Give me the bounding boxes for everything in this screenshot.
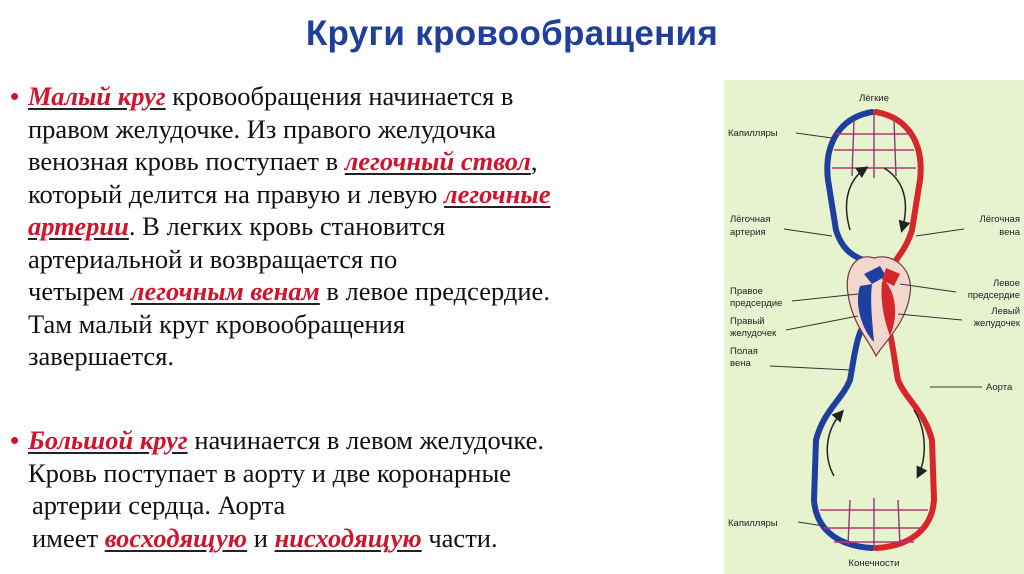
label-left-atrium-2: предсердие xyxy=(967,290,1020,301)
p2-line-4: имеет восходящую и нисходящую части. xyxy=(32,522,498,553)
p2-line-3: артерии сердца. Аорта xyxy=(32,490,286,520)
circulation-diagram xyxy=(724,80,1024,574)
label-left-ventricle-2: желудочек xyxy=(973,318,1020,329)
p1-line-4: который делится на правую и левую легочные xyxy=(28,178,551,209)
term-ascending: восходящую xyxy=(104,522,248,553)
label-pulm-artery-1: Лёгочная xyxy=(730,214,771,225)
label-right-ventricle-1: Правый xyxy=(730,316,765,327)
p2-line-2: Кровь поступает в аорту и две коронарные xyxy=(28,457,512,488)
label-vena-cava-1: Полая xyxy=(730,346,758,357)
p2-line-1: Большой круг начинается в левом желудочке. xyxy=(28,425,545,455)
vena-cava-vessel xyxy=(814,316,872,548)
term-small-circle: Малый круг xyxy=(28,81,166,111)
circulation-svg xyxy=(724,80,1024,574)
p1-line-7: четырем легочным венам в левое предсердие. xyxy=(28,276,550,306)
bullet-1: • xyxy=(10,81,20,111)
p1-line-1: Малый круг кровообращения начинается в xyxy=(28,81,514,111)
p1-line-6: артериальной и возвращается по xyxy=(28,243,398,274)
p1-line-5: артерии. В легких кровь становится xyxy=(28,211,446,241)
label-capillaries-top: Капилляры xyxy=(728,128,778,139)
term-big-circle: Большой круг xyxy=(28,425,188,455)
pulmonary-circulation-paragraph xyxy=(10,80,718,373)
term-pulmonary-trunk: легочный ствол xyxy=(344,146,531,176)
label-pulm-vein-1: Лёгочная xyxy=(979,214,1020,225)
label-vena-cava-2: вена xyxy=(730,358,751,369)
label-right-atrium-1: Правое xyxy=(730,286,763,297)
term-pulmonary-arteries-b: артерии xyxy=(28,211,129,241)
bullet-2: • xyxy=(10,425,20,455)
term-pulmonary-arteries-a: легочные xyxy=(444,178,551,209)
label-pulm-vein-2: вена xyxy=(999,227,1020,238)
systemic-circulation-paragraph xyxy=(10,424,718,554)
pulmonary-vein-vessel xyxy=(876,112,921,270)
label-capillaries-bottom: Капилляры xyxy=(728,518,778,529)
label-pulm-artery-2: артерия xyxy=(730,227,766,238)
p1-line-2: правом желудочке. Из правого желудочка xyxy=(28,113,497,144)
label-lungs: Лёгкие xyxy=(859,93,889,104)
term-descending: нисходящую xyxy=(274,522,422,553)
label-right-ventricle-2: желудочек xyxy=(730,328,777,339)
label-aorta: Аорта xyxy=(986,382,1013,393)
label-left-ventricle-1: Левый xyxy=(991,306,1020,317)
label-right-atrium-2: предсердие xyxy=(730,298,783,309)
term-pulmonary-veins: легочным венам xyxy=(130,276,320,306)
page-title: Круги кровообращения xyxy=(305,14,719,53)
aorta-vessel xyxy=(876,320,934,548)
p1-line-9: завершается. xyxy=(28,341,175,371)
p1-line-8: Там малый круг кровообращения xyxy=(28,308,406,339)
p1-line-3: венозная кровь поступает в легочный ствол, xyxy=(28,146,538,176)
label-limbs: Конечности xyxy=(848,558,900,569)
label-left-atrium-1: Левое xyxy=(992,278,1020,289)
